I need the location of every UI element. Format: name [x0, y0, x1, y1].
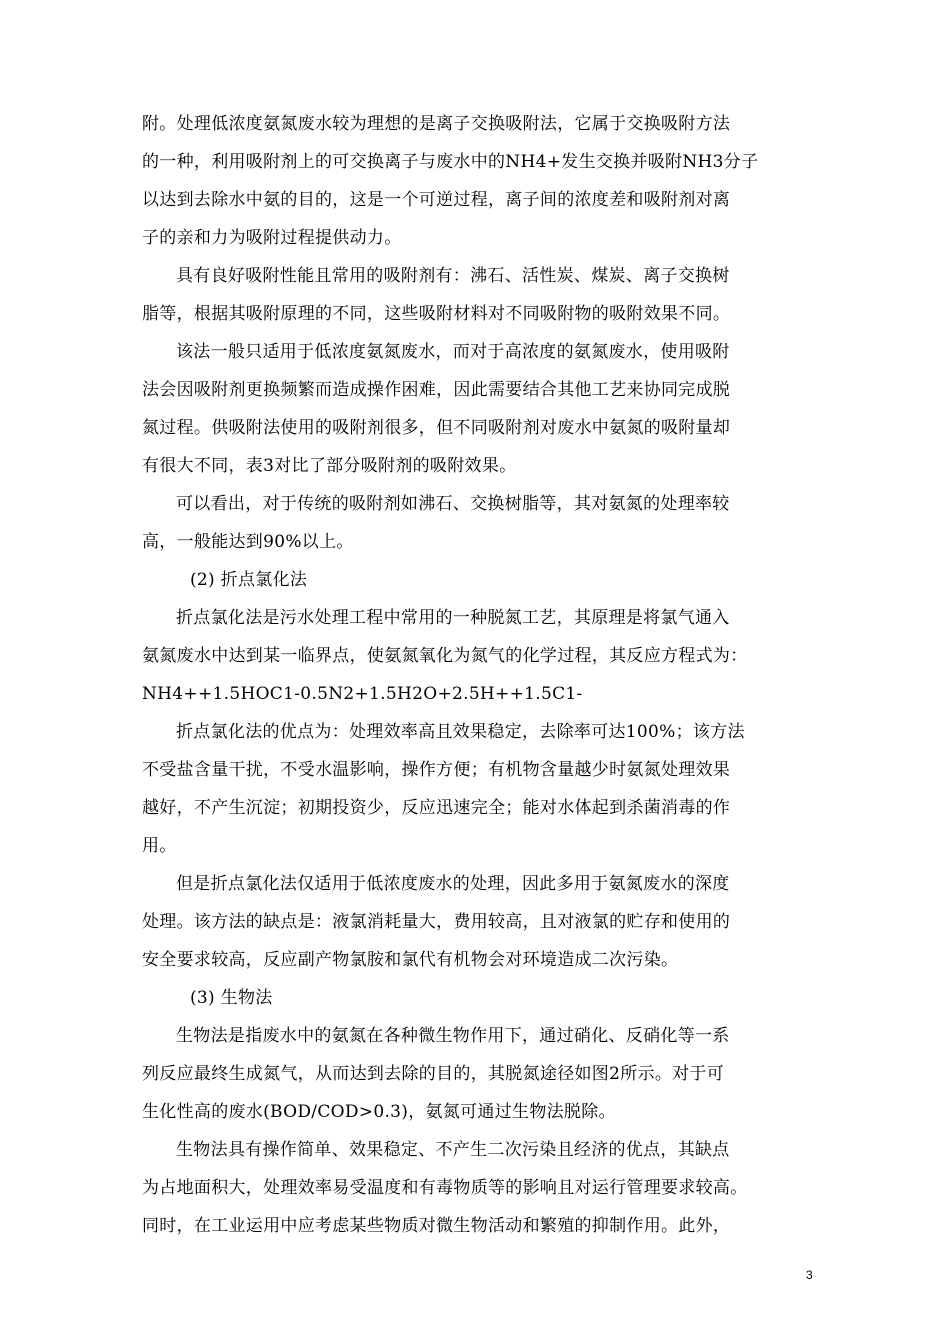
text-line: 有很大不同，表3对比了部分吸附剂的吸附效果。 [142, 456, 517, 476]
paragraph-start: 该法一般只适用于低浓度氨氮废水，而对于高浓度的氨氮废水，使用吸附 [176, 342, 730, 362]
paragraph-start: 折点氯化法是污水处理工程中常用的一种脱氮工艺，其原理是将氯气通入 [176, 608, 730, 628]
text-line: 处理。该方法的缺点是：液氯消耗量大，费用较高，且对液氯的贮存和使用的 [142, 912, 731, 932]
paragraph-start: 生物法是指废水中的氨氮在各种微生物作用下，通过硝化、反硝化等一系 [176, 1026, 730, 1046]
text-line: 脂等，根据其吸附原理的不同，这些吸附材料对不同吸附物的吸附效果不同。 [142, 304, 731, 324]
paragraph-start: 生物法具有操作简单、效果稳定、不产生二次污染且经济的优点，其缺点 [176, 1140, 730, 1160]
text-line: 安全要求较高，反应副产物氯胺和氯代有机物会对环境造成二次污染。 [142, 950, 679, 970]
text-line: 高，一般能达到90%以上。 [142, 532, 354, 552]
text-line: 法会因吸附剂更换频繁而造成操作困难，因此需要结合其他工艺来协同完成脱 [142, 380, 731, 400]
text-line: 生化性高的废水(BOD/COD>0.3)，氨氮可通过生物法脱除。 [142, 1102, 616, 1122]
page-number: 3 [806, 1268, 813, 1282]
paragraph-start: 折点氯化法的优点为：处理效率高且效果稳定，去除率可达100%；该方法 [176, 722, 745, 742]
text-line: 附。处理低浓度氨氮废水较为理想的是离子交换吸附法，它属于交换吸附方法 [142, 114, 731, 134]
equation-line: NH4++1.5HOC1-0.5N2+1.5H2O+2.5H++1.5C1- [142, 684, 583, 704]
text-line: 列反应最终生成氮气，从而达到去除的目的，其脱氮途径如图2所示。对于可 [142, 1064, 725, 1084]
text-line: 子的亲和力为吸附过程提供动力。 [142, 228, 402, 248]
text-line: 用。 [142, 836, 177, 856]
text-line: 越好，不产生沉淀；初期投资少，反应迅速完全；能对水体起到杀菌消毒的作 [142, 798, 731, 818]
text-line: 为占地面积大，处理效率易受温度和有毒物质等的影响且对运行管理要求较高。 [142, 1178, 748, 1198]
section-heading: (2) 折点氯化法 [190, 570, 308, 590]
section-heading: (3) 生物法 [190, 988, 273, 1008]
text-line: 同时，在工业运用中应考虑某些物质对微生物活动和繁殖的抑制作用。此外， [142, 1216, 731, 1236]
text-line: 氨氮废水中达到某一临界点，使氨氮氧化为氮气的化学过程，其反应方程式为： [142, 646, 748, 666]
text-line: 不受盐含量干扰，不受水温影响，操作方便；有机物含量越少时氨氮处理效果 [142, 760, 731, 780]
text-line: 以达到去除水中氨的目的，这是一个可逆过程，离子间的浓度差和吸附剂对离 [142, 190, 731, 210]
paragraph-start: 但是折点氯化法仅适用于低浓度废水的处理，因此多用于氨氮废水的深度 [176, 874, 730, 894]
paragraph-start: 可以看出，对于传统的吸附剂如沸石、交换树脂等，其对氨氮的处理率较 [176, 494, 730, 514]
text-line: 氮过程。供吸附法使用的吸附剂很多，但不同吸附剂对废水中氨氮的吸附量却 [142, 418, 731, 438]
paragraph-start: 具有良好吸附性能且常用的吸附剂有：沸石、活性炭、煤炭、离子交换树 [176, 266, 730, 286]
text-line: 的一种，利用吸附剂上的可交换离子与废水中的NH4+发生交换并吸附NH3分子 [142, 152, 759, 172]
